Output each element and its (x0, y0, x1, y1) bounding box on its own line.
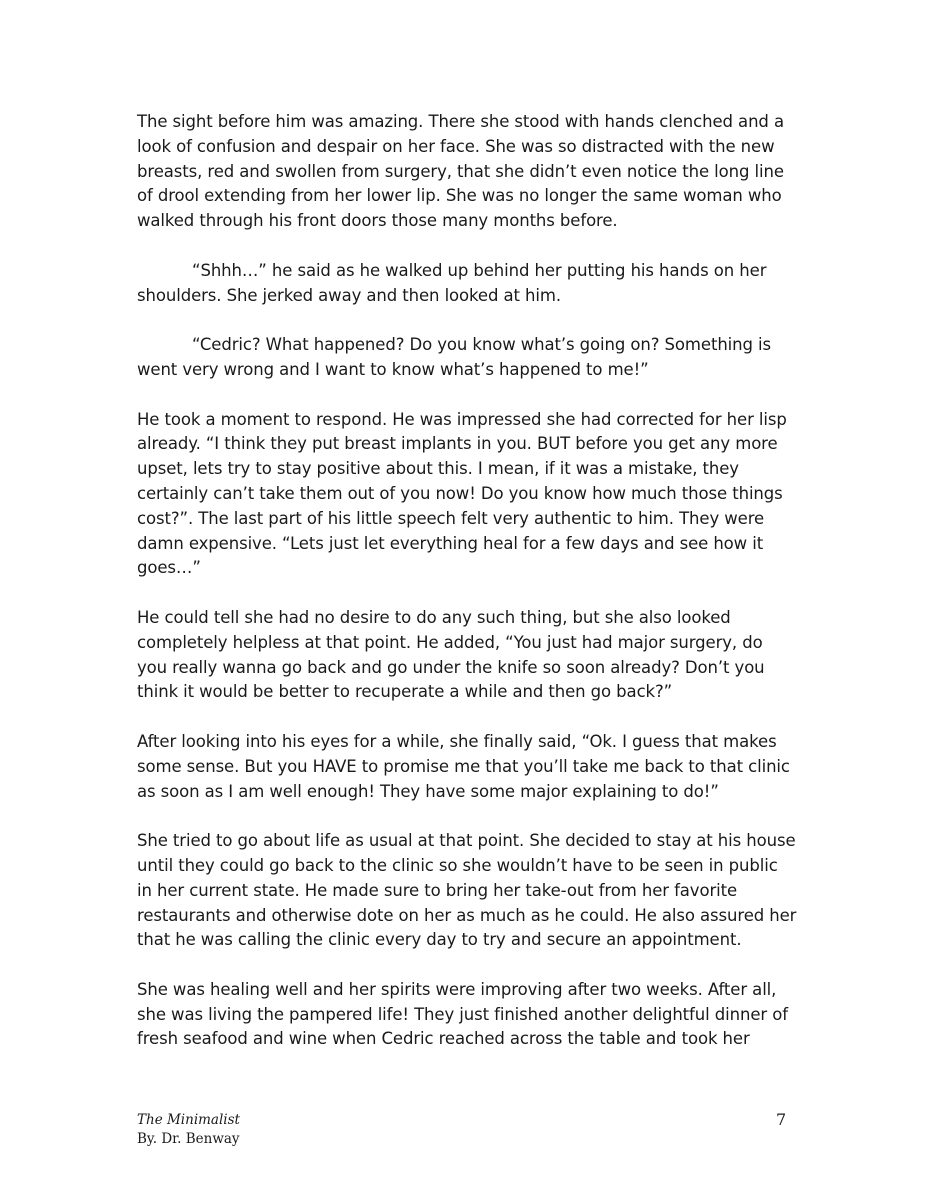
paragraph-5: He could tell she had no desire to do any such thing, but she also looked completely helpless at that point. He added, “You just had major surgery, do you really wanna go back and go under the knife so soon already? Don’t you think it would be better to recuperate a while and then go back?” (137, 607, 765, 702)
footer-book-title: The Minimalist (137, 1112, 240, 1128)
body-text (137, 110, 797, 1077)
paragraph-2: “Shhh…” he said as he walked up behind her putting his hands on her shoulders. She jerked away and then looked at him. (137, 260, 767, 305)
footer (137, 1111, 240, 1149)
paragraph-6: After looking into his eyes for a while, she finally said, “Ok. I guess that makes some sense. But you HAVE to promise me that you’ll take me back to that clinic as soon as I am well enough! They have some major explaining to do!” (137, 731, 790, 801)
page-number: 7 (776, 1110, 787, 1129)
paragraph-4: He took a moment to respond. He was impressed she had corrected for her lisp already. “I think they put breast implants in you. BUT before you get any more upset, lets try to stay positive about this. I mean, if it was a mistake, they certainly can’t take them out of you now! Do you know how much those things cost?”. The last part of his little speech felt very authentic to him. They were damn expensive. “Lets just let everything heal for a few days and see how it goes…” (137, 409, 787, 578)
paragraph-8: She was healing well and her spirits were improving after two weeks. After all, she was living the pampered life! They just finished another delightful dinner of fresh seafood and wine when Cedric reached across the table and took her (137, 979, 788, 1049)
paragraph-3: “Cedric? What happened? Do you know what’s going on? Something is went very wrong and I want to know what’s happened to me!” (137, 335, 772, 379)
paragraph-1: The sight before him was amazing. There she stood with hands clenched and a look of confusion and despair on her face. She was so distracted with the new breasts, red and swollen from surgery, that she didn’t even notice the long line of drool extending from her lower lip. She was no longer the same woman who walked through his front doors those many months before. (137, 112, 784, 231)
paragraph-7: She tried to go about life as usual at that point. She decided to stay at his house until they could go back to the clinic so she wouldn’t have to be seen in public in her current state. He made sure to bring her take-out from her favorite restaurants and otherwise dote on her as much as he could. He also assured her that he was calling the clinic every day to try and secure an appointment. (137, 831, 797, 950)
footer-author: By. Dr. Benway (137, 1131, 240, 1147)
